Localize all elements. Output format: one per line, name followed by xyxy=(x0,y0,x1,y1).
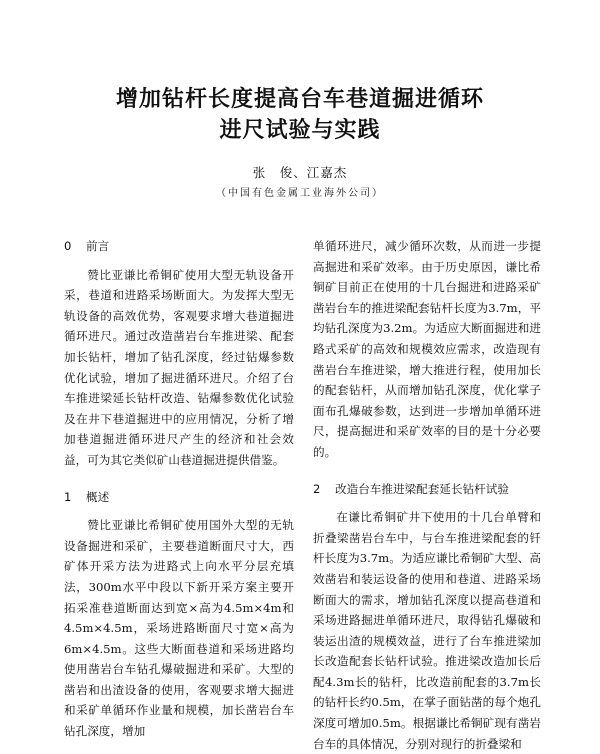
section-0-number: 0 xyxy=(64,239,72,253)
section-1-title: 概述 xyxy=(86,489,110,504)
title-line-2: 进尺试验与实践 xyxy=(219,118,381,143)
right-column xyxy=(313,236,541,754)
section-2-number: 2 xyxy=(313,481,321,496)
section-1-paragraph: 赞比亚谦比希铜矿使用国外大型的无轨设备掘进和采矿，主要巷道断面尺寸大，西矿体开采方法为进路式上向水平分层充填法，300m水平中段以下新开采方案主要开拓采准巷道断面达到宽×高为4.5m×4m和4.5m×4.5m，采场进路断面尺寸宽×高为6m×4.5m。这些大断面巷道和采场进路均使用凿岩台车钻孔爆破掘进和采矿。大型的凿岩和出渣设备的使用，客观要求增大掘进和采矿单循环作业量和规模，加长凿岩台车钻孔深度，增加 xyxy=(64,518,294,739)
title-line-1: 增加钻杆长度提高台车巷道掘进循环 xyxy=(115,87,484,112)
authors: 张 俊、江嘉杰 xyxy=(252,165,348,180)
section-1-paragraph-continued: 单循环进尺，减少循环次数，从而进一步提高掘进和采矿效率。由于历史原因，谦比希铜矿目前正在使用的十几台掘进和进路采矿凿岩台车的推进梁配套钻杆长度为3.7m，平均钻孔深度为3.2m。为适应大断面掘进和进路式采矿的高效和规模效应需求，改造现有凿岩台车推进梁，增大推进行程，使用加长的配套钻杆，从而增加钻孔深度，优化掌子面布孔爆破参数，达到进一步增加单循环进尺，提高掘进和采矿效率的目的是十分必要的。 xyxy=(313,239,541,459)
section-1-number: 1 xyxy=(64,489,72,504)
section-2-title: 改造台车推进梁配套延长钻杆试验 xyxy=(335,481,509,496)
section-2-heading xyxy=(313,479,541,500)
section-2-paragraph: 在谦比希铜矿井下使用的十几台单臂和折叠梁凿岩台车中，与台车推进梁配套的钎杆长度为3.7m。为适应谦比希铜矿大型、高效凿岩和装运设备的使用和巷道、进路采场断面大的需求，增加钻孔深度以提高巷道和采场进路掘进单循环进尺，取得钻孔爆破和装运出渣的规模效益，进行了台车推进梁加长改造配套长钻杆试验。推进梁改造加长后配4.3m长的钻杆，比改造前配套的3.7m长的钻杆长约0.5m，在掌子面钻凿的每个炮孔深度可增加0.5m。根据谦比希铜矿现有凿岩台车的具体情况，分别对现行的折叠梁和 xyxy=(313,510,541,751)
left-column xyxy=(64,236,294,742)
affiliation: （中国有色金属工业海外公司） xyxy=(216,188,384,199)
section-1-heading xyxy=(64,487,294,508)
paper-title xyxy=(0,84,600,146)
section-0-title: 前言 xyxy=(86,239,110,253)
section-0-heading xyxy=(64,236,294,257)
section-0-paragraph: 赞比亚谦比希铜矿使用大型无轨设备开采，巷道和进路采场断面大。为发挥大型无轨设备的高效优势，客观要求增大巷道掘进循环进尺。通过改造凿岩台车推进梁、配套加长钻杆，增加了钻孔深度，经过钻爆参数优化试验，增加了掘进循环进尺。介绍了台车推进梁延长钻杆改造、钻爆参数优化试验及在井下巷道掘进中的应用情况，分析了增加巷道掘进循环进尺产生的经济和社会效益，可为其它类似矿山巷道掘进提供借鉴。 xyxy=(64,267,294,467)
